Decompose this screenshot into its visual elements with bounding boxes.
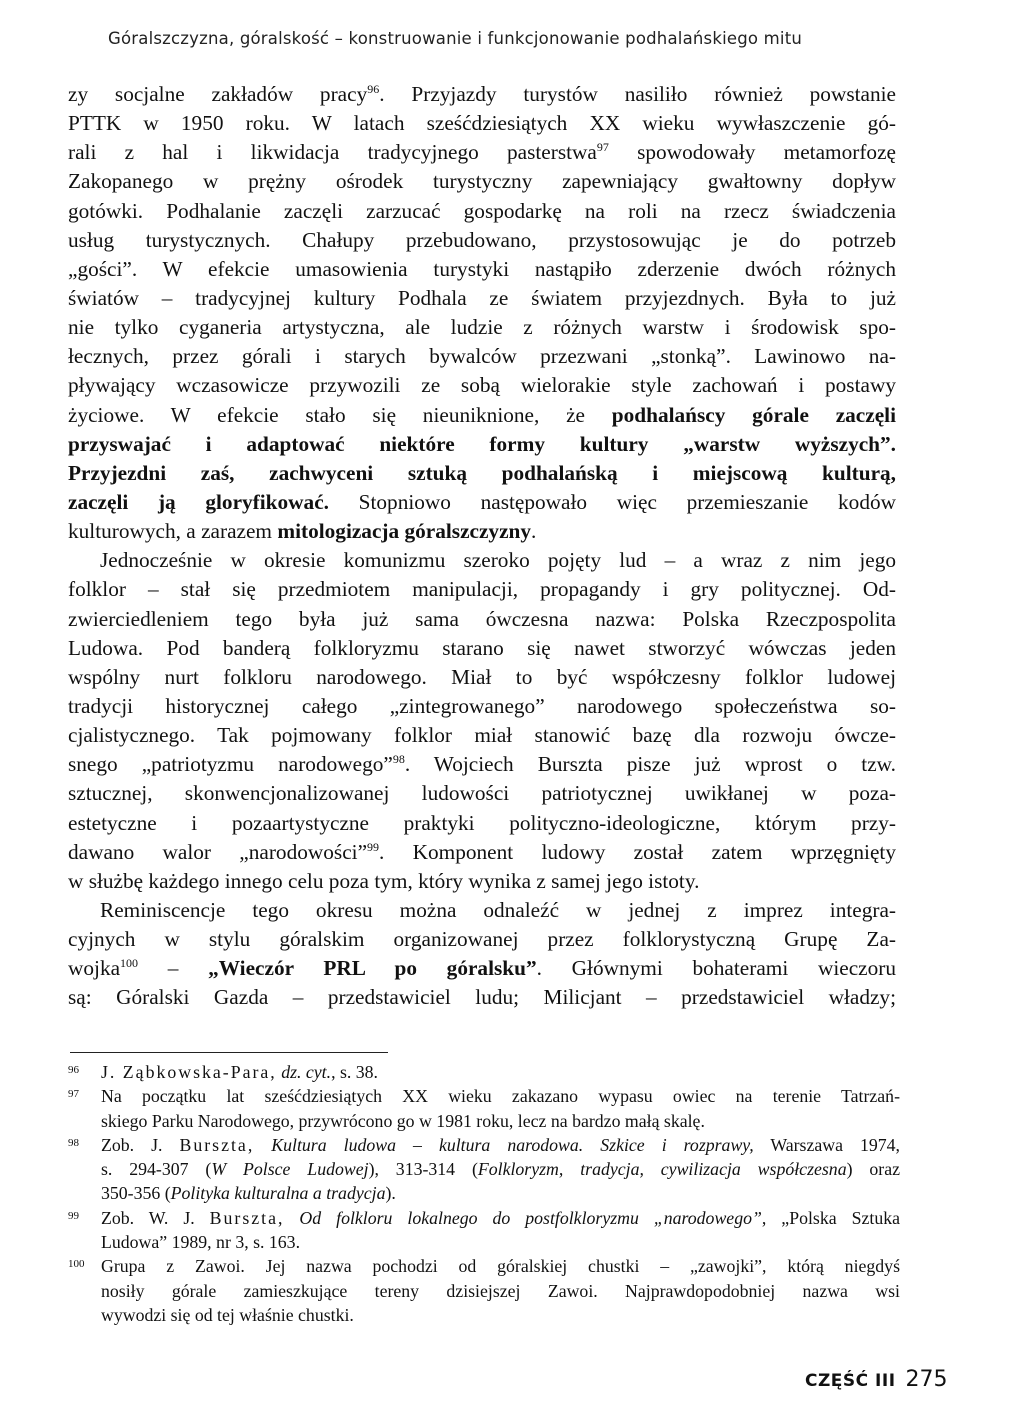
- text-line: wspólny nurt folkloru narodowego. Miał to być współczesny folklor ludowej: [68, 664, 896, 689]
- text-line: światów – tradycyjnej kultury Podhala ze światem przyjezdnych. Była to już: [68, 285, 896, 310]
- emphasis: podhalańscy górale zaczęli: [611, 402, 896, 427]
- paragraph-start: Jednocześnie w okresie komunizmu szeroko pojęty lud – a wraz z nim jego: [100, 548, 896, 573]
- paragraph-start: Reminiscencje tego okresu można odnaleźć w jednej z imprez integra-: [100, 897, 896, 922]
- text-line: tradycji historycznej całego „zintegrowanego” narodowego społeczeństwa so-: [68, 693, 896, 718]
- text-line: sztucznej, skonwencjonalizowanej ludowości patriotycznej uwikłanej w poza-: [68, 781, 896, 806]
- text-line: „gości”. W efekcie umasowienia turystyki nastąpiło zderzenie dwóch różnych: [68, 256, 896, 281]
- text-line: PTTK w 1950 roku. W latach sześćdziesiątych XX wieku wywłaszczenie gó-: [68, 111, 896, 136]
- footnote-96: [68, 1060, 900, 1084]
- footnotes: [68, 1060, 900, 1327]
- text-line: w służbę każdego innego celu poza tym, który wynika z samej jego istoty.: [68, 868, 700, 893]
- page-folio: [805, 1367, 948, 1392]
- footnote-ref: 100: [120, 956, 139, 971]
- footnote-99: [68, 1206, 900, 1255]
- text-line: cyjnych w stylu góralskim organizowanej przez folklorystyczną Grupę Za-: [68, 927, 896, 952]
- text-line: życiowe. W efekcie stało się nieuniknione, że podhalańscy górale zaczęli: [68, 402, 896, 427]
- text-line: kulturowych, a zarazem mitologizacja góralszczyzny.: [68, 519, 537, 544]
- text-line: pływający wczasowicze przywozili ze sobą wielorakie style zachowań i postawy: [68, 373, 896, 398]
- main-text: [68, 80, 896, 1013]
- page-number: 275: [905, 1367, 948, 1392]
- part-label: CZĘŚĆ III: [805, 1371, 896, 1391]
- footnote-line: Zob. W. J. Burszta, Od folkloru lokalnego do postfolkloryzmu „narodowego”, „Polska Sztuka: [101, 1207, 900, 1228]
- text-line: wojka$^{100}$ – „Wieczór PRL po góralsku”. Głównymi bohaterami wieczoru: [68, 956, 896, 981]
- emphasis: „Wieczór PRL po góralsku”: [208, 956, 537, 981]
- text-line: są: Góralski Gazda – przedstawiciel ludu; Milicjant – przedstawiciel władzy;: [68, 985, 896, 1010]
- footnote-separator: [70, 1052, 388, 1053]
- text-line: snego „patriotyzmu narodowego”$^{98}$. Wojciech Burszta pisze już wprost o tzw.: [68, 752, 896, 777]
- text-line: cjalistycznego. Tak pojmowany folklor miał stanowić bazę dla rozwoju ówcze-: [68, 723, 896, 748]
- footnote-line: 350-356 (Polityka kulturalna a tradycja).: [101, 1183, 396, 1204]
- text-line: dawano walor „narodowości”$^{99}$. Komponent ludowy został zatem wprzęgnięty: [68, 839, 896, 864]
- footnote-line: Na początku lat sześćdziesiątych XX wieku zakazano wypasu owiec na terenie Tatrzań-: [101, 1086, 900, 1107]
- footnote-number: 97: [68, 1088, 79, 1101]
- footnote-97: [68, 1084, 900, 1133]
- text-line: nie tylko cyganeria artystyczna, ale ludzie z różnych warstw i środowisk spo-: [68, 315, 896, 340]
- running-head: Góralszczyzna, góralskość – konstruowanie i funkcjonowanie podhalańskiego mitu: [108, 29, 803, 48]
- footnote-ref: 99: [367, 839, 380, 854]
- footnote-line: nosiły górale zamieszkujące tereny dzisiejszej Zawoi. Najprawdopodobniej nazwa wsi: [101, 1280, 900, 1301]
- footnote-number: 100: [68, 1258, 85, 1271]
- text-line: usług turystycznych. Chałupy przebudowano, przystosowując je do potrzeb: [68, 227, 896, 252]
- footnote-number: 99: [68, 1209, 79, 1222]
- text-line: Zakopanego w prężny ośrodek turystyczny zapewniający gwałtowny dopływ: [68, 169, 896, 194]
- footnote-line: J. Ząbkowska-Para, dz. cyt., s. 38.: [101, 1062, 379, 1082]
- text-line: Ludowa. Pod banderą folkloryzmu starano się nawet stworzyć wówczas jeden: [68, 635, 896, 660]
- emphasis: mitologizacja góralszczyzny: [277, 519, 532, 544]
- text-line: gotówki. Podhalanie zaczęli zarzucać gospodarkę na roli na rzecz świadczenia: [68, 198, 896, 223]
- footnote-line: skiego Parku Narodowego, przywrócono go w 1981 roku, lecz na bardzo małą skalę.: [101, 1110, 705, 1131]
- text-line: estetyczne i pozaartystyczne praktyki polityczno-ideologiczne, którym przy-: [68, 810, 896, 835]
- text-line: rali z hal i likwidacja tradycyjnego pasterstwa$^{97}$ spowodowały metamorfozę: [68, 140, 896, 165]
- footnote-ref: 96: [367, 82, 380, 96]
- footnote-98: [68, 1133, 900, 1206]
- footnote-100: [68, 1254, 900, 1327]
- footnote-number: 98: [68, 1136, 79, 1149]
- footnote-line: Ludowa” 1989, nr 3, s. 163.: [101, 1232, 301, 1253]
- text-line: zy socjalne zakładów pracy$^{96}$. Przyjazdy turystów nasiliło również powstanie: [68, 82, 896, 106]
- text-line: folklor – stał się przedmiotem manipulacji, propagandy i gry politycznej. Od-: [68, 577, 896, 602]
- footnote-line: Zob. J. Burszta, Kultura ludowa – kultura narodowa. Szkice i rozprawy, Warszawa 1974,: [101, 1134, 900, 1155]
- text-line: zaczęli ją gloryfikować. Stopniowo następowało więc przemieszanie kodów: [68, 489, 896, 514]
- footnote-ref: 97: [596, 140, 609, 155]
- footnote-line: Grupa z Zawoi. Jej nazwa pochodzi od góralskiej chustki – „zawojki”, którą niegdyś: [101, 1256, 900, 1277]
- footnote-ref: 98: [392, 752, 405, 767]
- footnote-number: 96: [68, 1064, 79, 1076]
- text-line: przyswajać i adaptować niektóre formy kultury „warstw wyższych”.: [68, 431, 896, 456]
- footnote-line: wywodzi się od tej właśnie chustki.: [101, 1304, 354, 1325]
- text-line: łecznych, przez górali i starych bywalców przezwani „stonką”. Lawinowo na-: [68, 344, 896, 369]
- text-line: Przyjezdni zaś, zachwyceni sztuką podhalańską i miejscową kulturą,: [68, 460, 896, 485]
- footnote-line: s. 294-307 (W Polsce Ludowej), 313-314 (Folkloryzm, tradycja, cywilizacja współczesna) oraz: [101, 1159, 900, 1180]
- text-line: zwierciedleniem tego była już sama ówczesna nazwa: Polska Rzeczpospolita: [68, 606, 896, 631]
